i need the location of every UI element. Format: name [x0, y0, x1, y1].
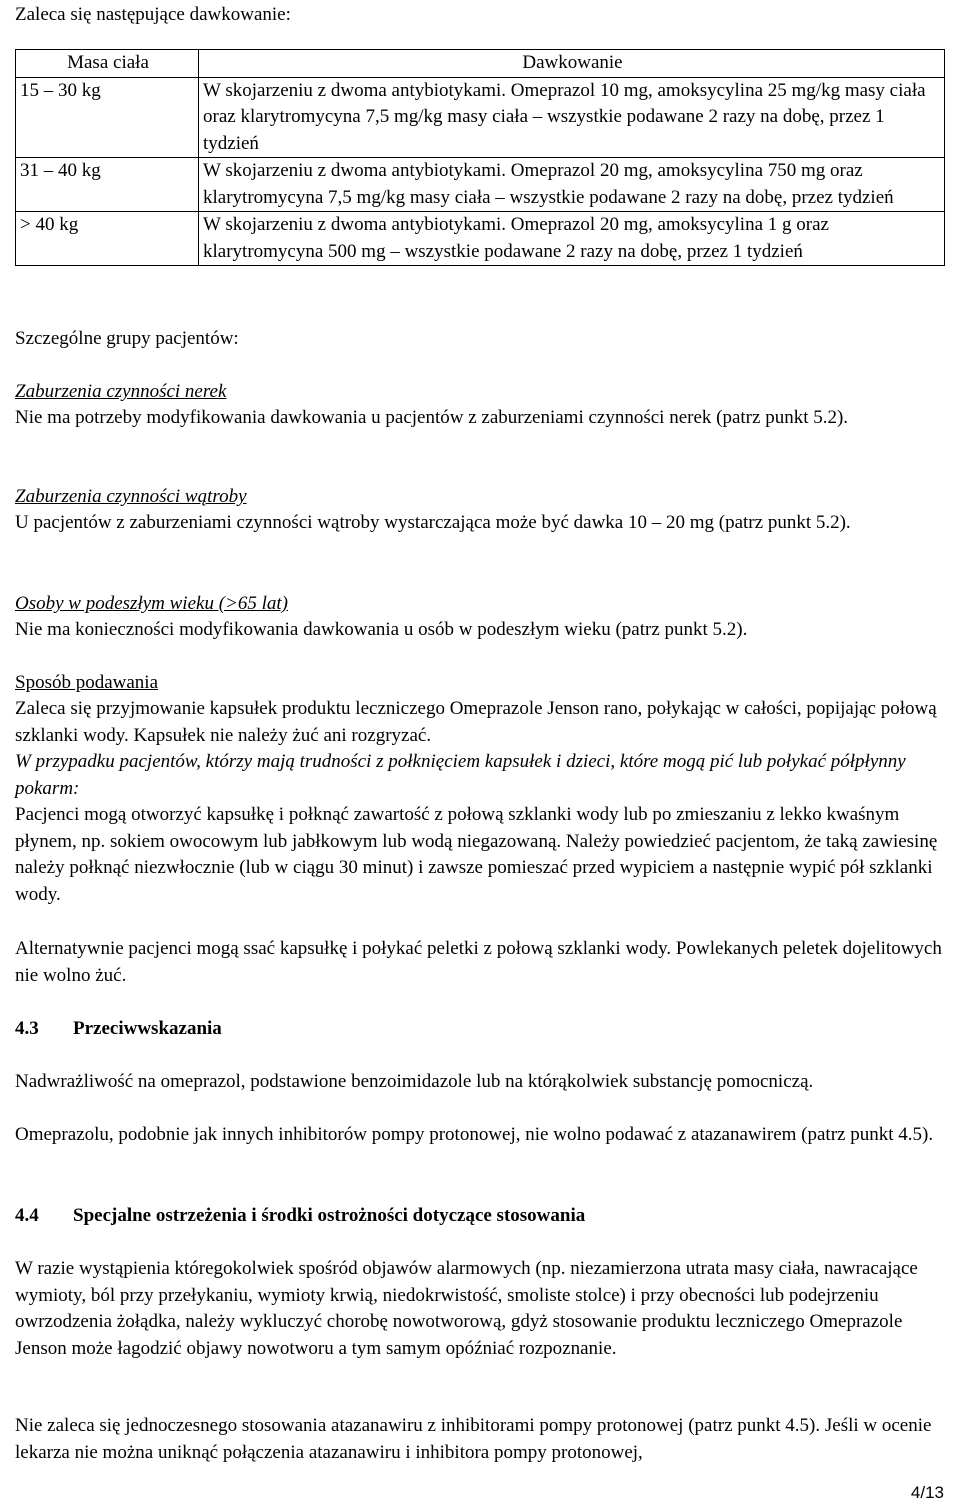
- header-weight: Masa ciała: [16, 50, 199, 78]
- special-groups-heading: Szczególne grupy pacjentów:: [15, 328, 239, 349]
- hepatic-text: U pacjentów z zaburzeniami czynności wątroby wystarczająca może być dawka 10 – 20 mg (patrz punkt 5.2).: [15, 512, 851, 533]
- warning-text-1: W razie wystąpienia któregokolwiek spośród objawów alarmowych (np. niezamierzona utrata masy ciała, nawracające wymioty, ból przy przełykaniu, wymioty krwią, niedokrwistość, smoliste stolce) i przy obecności lub podejrzeniu owrzodzenia żołądka, należy wykluczyć chorobę nowotworową, gdyż stosowanie produktu leczniczego Omeprazole Jenson może łagodzić objawy nowotworu a tym samym opóźniać rozpoznanie.: [15, 1258, 918, 1359]
- section-title: Specjalne ostrzeżenia i środki ostrożności dotyczące stosowania: [73, 1205, 586, 1226]
- contraindication-text-2: Omeprazolu, podobnie jak innych inhibitorów pompy protonowej, nie wolno podawać z atazanawirem (patrz punkt 4.5).: [15, 1124, 934, 1145]
- elderly-title: Osoby w podeszłym wieku (>65 lat): [15, 593, 288, 614]
- table-row: [16, 158, 945, 212]
- swallow-text: Pacjenci mogą otworzyć kapsułkę i połknąć zawartość z połową szklanki wody lub po zmieszaniu z lekko kwaśnym płynem, np. sokiem owocowym lub jabłkowym lub wodą niegazowaną. Należy powiedzieć pacjentom, że taką zawiesinę należy połknąć niezwłocznie (lub w ciągu 30 minut) i zawsze pomieszać przed wypiciem a następnie wypić pół szklanki wody.: [15, 804, 938, 905]
- page-number: 4/13: [910, 1483, 944, 1502]
- administration-text: Zaleca się przyjmowanie kapsułek produktu leczniczego Omeprazole Jenson rano, połykając w całości, popijając połową szklanki wody. Kapsułek nie należy żuć ani rozgryzać.: [15, 698, 937, 746]
- dose-cell: W skojarzeniu z dwoma antybiotykami. Omeprazol 10 mg, amoksycylina 25 mg/kg masy ciała oraz klarytromycyna 7,5 mg/kg masy ciała – wszystkie podawane 2 razy na dobę, przez 1 tydzień: [199, 77, 945, 158]
- section-4-3-heading: [15, 1016, 947, 1043]
- alternative-text: Alternatywnie pacjenci mogą ssać kapsułkę i połykać peletki z połową szklanki wody. Powlekanych peletek dojelitowych nie wolno żuć.: [15, 938, 942, 986]
- weight-cell: 15 – 30 kg: [16, 77, 199, 158]
- administration-title: Sposób podawania: [15, 672, 159, 693]
- dose-cell: W skojarzeniu z dwoma antybiotykami. Omeprazol 20 mg, amoksycylina 750 mg oraz klarytromycyna 7,5 mg/kg masy ciała – wszystkie podawane 2 razy na dobę, przez tydzień: [199, 158, 945, 212]
- renal-title: Zaburzenia czynności nerek: [15, 381, 227, 402]
- elderly-text: Nie ma konieczności modyfikowania dawkowania u osób w podeszłym wieku (patrz punkt 5.2).: [15, 619, 748, 640]
- section-number: 4.3: [15, 1018, 39, 1039]
- table-header-row: [16, 50, 945, 78]
- weight-cell: 31 – 40 kg: [16, 158, 199, 212]
- swallow-note: W przypadku pacjentów, którzy mają trudności z połknięciem kapsułek i dzieci, które mogą pić lub połykać półpłynny pokarm:: [15, 751, 906, 799]
- contraindication-text-1: Nadwrażliwość na omeprazol, podstawione benzoimidazole lub na którąkolwiek substancję pomocniczą.: [15, 1071, 814, 1092]
- weight-cell: > 40 kg: [16, 212, 199, 266]
- section-number: 4.4: [15, 1205, 39, 1226]
- header-dose: Dawkowanie: [199, 50, 945, 78]
- dose-cell: W skojarzeniu z dwoma antybiotykami. Omeprazol 20 mg, amoksycylina 1 g oraz klarytromycyna 500 mg – wszystkie podawane 2 razy na dobę, przez 1 tydzień: [199, 212, 945, 266]
- table-row: [16, 212, 945, 266]
- dosage-table: [15, 49, 945, 266]
- hepatic-title: Zaburzenia czynności wątroby: [15, 486, 247, 507]
- renal-text: Nie ma potrzeby modyfikowania dawkowania u pacjentów z zaburzeniami czynności nerek (patrz punkt 5.2).: [15, 407, 849, 428]
- table-row: [16, 77, 945, 158]
- section-4-4-heading: [15, 1203, 947, 1230]
- section-title: Przeciwwskazania: [73, 1018, 222, 1039]
- intro-text: Zaleca się następujące dawkowanie:: [15, 4, 291, 25]
- warning-text-2: Nie zaleca się jednoczesnego stosowania atazanawiru z inhibitorami pompy protonowej (patrz punkt 4.5). Jeśli w ocenie lekarza nie można uniknąć połączenia atazanawiru i inhibitora pompy protonowej,: [15, 1415, 932, 1463]
